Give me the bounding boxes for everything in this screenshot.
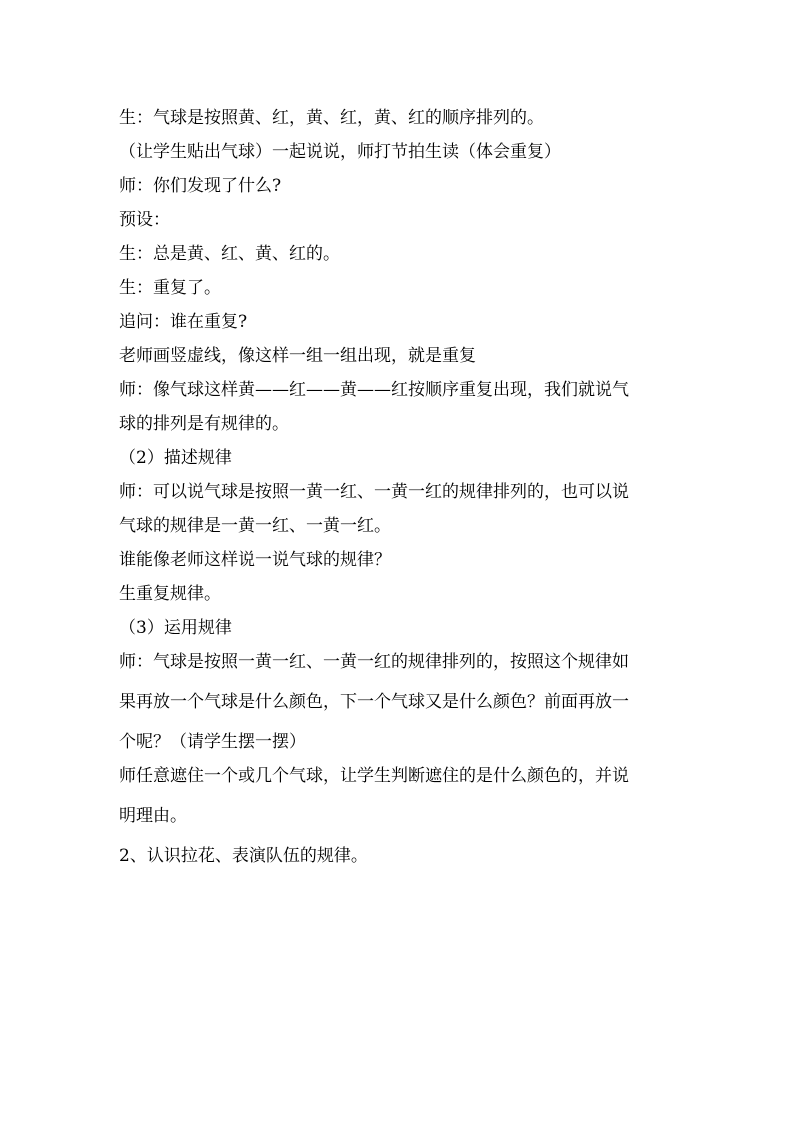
text-line: 谁能像老师这样说一说气球的规律？ — [119, 550, 391, 570]
section-heading: 2、认识拉花、表演队伍的规律。 — [119, 846, 368, 866]
text-line: 球的排列是有规律的。 — [119, 414, 289, 434]
text-line: 老师画竖虚线，像这样一组一组出现，就是重复 — [119, 346, 476, 366]
text-line: （让学生贴出气球）一起说说，师打节拍生读（体会重复） — [119, 142, 561, 162]
text-line: 追问：谁在重复? — [119, 312, 248, 332]
text-line: 师：气球是按照一黄一红、一黄一红的规律排列的，按照这个规律如 — [119, 652, 629, 672]
section-heading: （2）描述规律 — [119, 448, 232, 468]
text-line: 个呢？（请学生摆一摆） — [119, 732, 306, 752]
text-line: 师任意遮住一个或几个气球，让学生判断遮住的是什么颜色的，并说 — [119, 766, 629, 786]
text-line: 明理由。 — [119, 806, 187, 826]
text-line: 师：可以说气球是按照一黄一红、一黄一红的规律排列的，也可以说 — [119, 482, 629, 502]
text-line: 气球的规律是一黄一红、一黄一红。 — [119, 516, 391, 536]
section-heading: （3）运用规律 — [119, 618, 232, 638]
text-line: 生：总是黄、红、黄、红的。 — [119, 244, 340, 264]
text-line: 师：像气球这样黄——红——黄——红按顺序重复出现，我们就说气 — [119, 380, 629, 400]
text-line: 生重复规律。 — [119, 584, 221, 604]
text-line: 生：气球是按照黄、红，黄、红，黄、红的顺序排列的。 — [119, 108, 544, 128]
text-line: 预设： — [119, 210, 170, 230]
document-body — [119, 101, 679, 873]
text-line: 果再放一个气球是什么颜色，下一个气球又是什么颜色？前面再放一 — [119, 692, 629, 712]
text-line: 师：你们发现了什么? — [119, 176, 282, 196]
text-line: 生：重复了。 — [119, 278, 221, 298]
